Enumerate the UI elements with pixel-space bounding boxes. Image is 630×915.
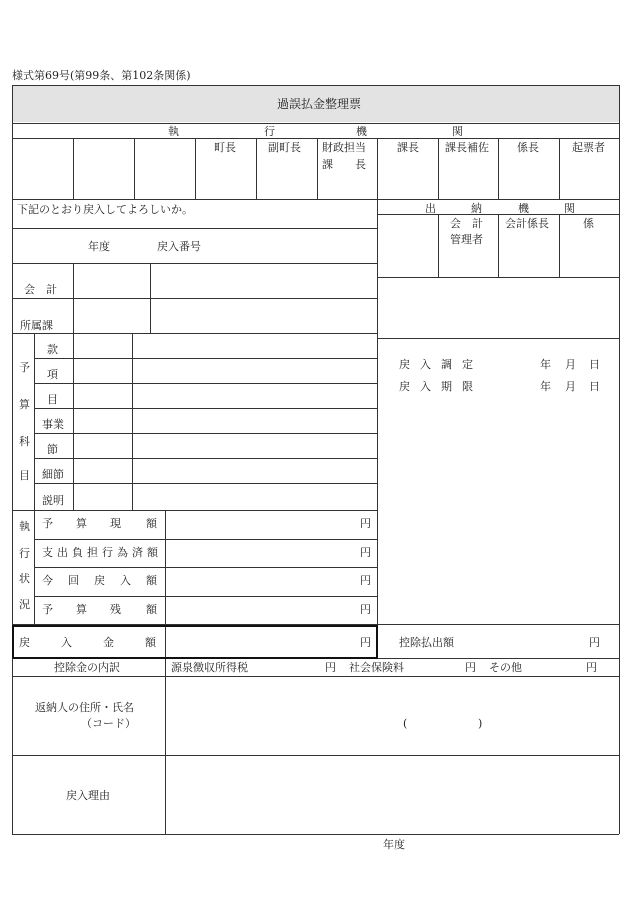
exec-row-this-refund: 額 <box>146 574 157 587</box>
treasury-accountant: 会 計 <box>450 217 483 230</box>
exec-row-committed: 負 <box>72 546 83 559</box>
yen-unit: 円 <box>360 517 371 530</box>
budget-item-kou: 項 <box>47 368 58 381</box>
footer-year: 年度 <box>383 838 405 851</box>
refund-deadline-label: 限 <box>462 380 473 393</box>
budget-side-label: 目 <box>19 469 30 482</box>
yen-unit: 円 <box>586 661 597 674</box>
treasury-staff: 係 <box>583 217 594 230</box>
deduction-breakdown-label: 控除金の内訳 <box>54 661 120 674</box>
approver-drafter: 起票者 <box>572 141 605 154</box>
budget-item-project: 事業 <box>42 418 64 431</box>
yen-unit: 円 <box>360 603 371 616</box>
exec-org-label: 行 <box>264 125 275 138</box>
exec-row-this-refund: 戻 <box>94 574 105 587</box>
budget-item-moku: 目 <box>47 393 58 406</box>
exec-side-label: 行 <box>19 547 30 560</box>
yen-unit: 円 <box>465 661 476 674</box>
exec-row-budget-remaining: 算 <box>76 603 87 616</box>
yen-unit: 円 <box>360 574 371 587</box>
approver-mayor: 町長 <box>214 141 236 154</box>
code-paren-open: ( <box>403 717 408 730</box>
exec-row-budget-remaining: 額 <box>146 603 157 616</box>
approver-section-chief: 課長 <box>397 141 419 154</box>
exec-row-budget-current: 予 <box>42 517 53 530</box>
exec-org-label: 機 <box>356 125 367 138</box>
form-reference-number: 様式第69号(第99条、第102条関係) <box>12 69 191 82</box>
refund-decision-label: 定 <box>462 358 473 371</box>
request-text: 下記のとおり戻入してよろしいか。 <box>17 203 193 216</box>
exec-row-this-refund: 回 <box>68 574 79 587</box>
yen-unit: 円 <box>589 636 600 649</box>
exec-row-budget-remaining: 予 <box>42 603 53 616</box>
exec-side-label: 執 <box>19 520 30 533</box>
approver-deputy-mayor: 副町長 <box>268 141 301 154</box>
exec-org-label: 関 <box>452 125 463 138</box>
exec-row-committed: 為 <box>117 546 128 559</box>
exec-row-this-refund: 今 <box>42 574 53 587</box>
refund-amount-label: 入 <box>61 636 72 649</box>
refund-decision-label: 戻 <box>399 358 410 371</box>
treasury-manager: 管理者 <box>450 233 483 246</box>
refund-deadline-month: 月 <box>565 380 576 393</box>
refund-decision-year: 年 <box>540 358 551 371</box>
exec-row-committed: 済 <box>132 546 143 559</box>
withholding-tax-label: 源泉徴収所得税 <box>171 661 248 674</box>
refund-deadline-label: 入 <box>420 380 431 393</box>
refund-amount-label: 額 <box>145 636 156 649</box>
exec-row-committed: 額 <box>147 546 158 559</box>
exec-row-budget-current: 現 <box>110 517 121 530</box>
exec-row-committed: 担 <box>87 546 98 559</box>
returner-code-label: （コード） <box>81 717 136 730</box>
budget-side-label: 科 <box>19 435 30 448</box>
department-label: 所属課 <box>20 319 53 332</box>
budget-side-label: 算 <box>19 398 30 411</box>
refund-amount-label: 金 <box>103 636 114 649</box>
treasury-org-label: 納 <box>471 202 482 215</box>
exec-row-budget-current: 額 <box>146 517 157 530</box>
yen-unit: 円 <box>360 546 371 559</box>
approver-finance: 財政担当 <box>322 141 366 154</box>
form-title: 過誤払金整理票 <box>277 97 362 111</box>
budget-item-description: 説明 <box>42 494 64 507</box>
yen-unit: 円 <box>360 636 371 649</box>
treasury-org-label: 出 <box>425 202 436 215</box>
deduction-payment-label: 控除払出額 <box>399 636 454 649</box>
exec-row-budget-remaining: 残 <box>110 603 121 616</box>
refund-deadline-year: 年 <box>540 380 551 393</box>
refund-amount-label: 戻 <box>19 636 30 649</box>
budget-item-setsu: 節 <box>47 443 58 456</box>
exec-side-label: 況 <box>19 598 30 611</box>
refund-deadline-label: 期 <box>441 380 452 393</box>
exec-row-committed: 支 <box>42 546 53 559</box>
treasury-org-label: 関 <box>564 202 575 215</box>
exec-row-budget-current: 算 <box>76 517 87 530</box>
code-paren-close: ) <box>478 717 483 730</box>
year-label: 年度 <box>88 240 110 253</box>
social-insurance-label: 社会保険料 <box>349 661 404 674</box>
account-label: 会 計 <box>24 283 57 296</box>
exec-row-this-refund: 入 <box>120 574 131 587</box>
refund-reason-label: 戻入理由 <box>66 789 110 802</box>
budget-side-label: 予 <box>19 361 30 374</box>
returner-name-label: 返納人の住所・氏名 <box>35 701 134 714</box>
budget-item-saisetsu: 細節 <box>42 468 64 481</box>
exec-row-committed: 行 <box>102 546 113 559</box>
refund-deadline-day: 日 <box>589 380 600 393</box>
other-label: その他 <box>489 661 522 674</box>
approver-assistant-chief: 課長補佐 <box>445 141 489 154</box>
refund-number-label: 戻入番号 <box>157 240 201 253</box>
budget-item-kan: 款 <box>47 343 58 356</box>
refund-decision-day: 日 <box>589 358 600 371</box>
exec-side-label: 状 <box>19 572 30 585</box>
treasury-org-label: 機 <box>518 202 529 215</box>
yen-unit: 円 <box>325 661 336 674</box>
refund-deadline-label: 戻 <box>399 380 410 393</box>
refund-decision-label: 調 <box>441 358 452 371</box>
refund-decision-label: 入 <box>420 358 431 371</box>
exec-row-committed: 出 <box>57 546 68 559</box>
treasury-accounting-chief: 会計係長 <box>505 217 549 230</box>
approver-finance-chief: 課 長 <box>322 158 366 171</box>
refund-decision-month: 月 <box>565 358 576 371</box>
approver-subsection-chief: 係長 <box>517 141 539 154</box>
exec-org-label: 執 <box>168 125 179 138</box>
